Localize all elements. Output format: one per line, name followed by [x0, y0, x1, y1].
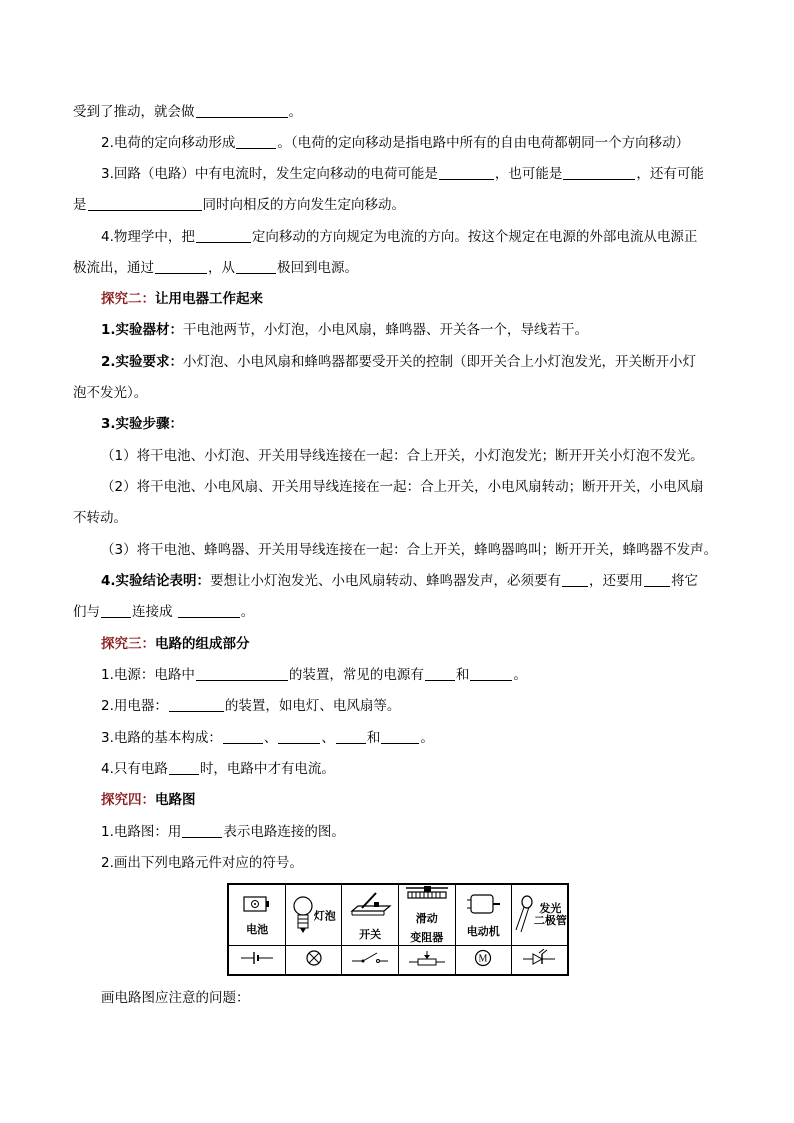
battery-symbol-icon [237, 949, 277, 967]
line-conclusion-cont: 们与 连接成 。 [73, 604, 255, 620]
line-materials: 1.实验器材：干电池两节，小灯泡，小电风扇，蜂鸣器、开关各一个，导线若干。 [101, 322, 589, 338]
blank-part-2[interactable] [278, 729, 320, 744]
symbol-bulb [286, 946, 342, 976]
cell-bulb: 灯泡 [286, 884, 342, 946]
switch-symbol-icon [350, 949, 390, 967]
blank-current[interactable] [236, 134, 276, 149]
blank-source-2[interactable] [425, 666, 455, 681]
line-requirements-cont: 泡不发光）。 [73, 385, 148, 401]
knife-switch-icon [348, 889, 392, 919]
cell-switch: 开关 [342, 884, 399, 946]
blank-closed[interactable] [169, 760, 199, 775]
cell-rheostat: 滑动 变阻器 [398, 884, 455, 946]
blank-charge-1[interactable] [439, 165, 494, 180]
motor-icon [463, 892, 503, 916]
rheostat-icon [404, 885, 450, 903]
blank-conclusion-1[interactable] [562, 572, 588, 587]
blank-conclusion-3[interactable] [101, 603, 131, 618]
blank-part-4[interactable] [381, 729, 419, 744]
line-closed-circuit: 4.只有电路 时，电路中才有电流。 [101, 761, 335, 777]
blank-part-1[interactable] [223, 729, 263, 744]
lamp-symbol-icon [294, 949, 334, 967]
line-current-formation: 2.电荷的定向移动形成 。（电荷的定向移动是指电路中所有的自由电荷都朝同一个方向移动） [101, 135, 690, 151]
battery-icon [232, 894, 282, 914]
blank-appliance[interactable] [169, 697, 224, 712]
bulb-icon [292, 894, 314, 936]
line-steps-heading: 3.实验步骤： [101, 416, 184, 432]
line-step-2: （2）将干电池、小电风扇、开关用导线连接在一起：合上开关，小电风扇转动；断开开关，小电风扇 [101, 479, 704, 495]
line-current-path: 极流出，通过 ，从 极回到电源。 [73, 260, 358, 276]
line-requirements: 2.实验要求：小灯泡、小电风扇和蜂鸣器都要受开关的控制（即开关合上小灯泡发光，开关断开小灯 [101, 354, 697, 370]
cell-battery: 电池 [228, 884, 286, 946]
motor-symbol-icon [463, 949, 503, 967]
diode-symbol-icon [519, 949, 559, 967]
blank-source-1[interactable] [196, 666, 288, 681]
symbol-rheostat [398, 946, 455, 976]
line-diagram-notes: 画电路图应注意的问题： [101, 990, 250, 1006]
line-conclusion: 4.实验结论表明：要想让小灯泡发光、小电风扇转动、蜂鸣器发声，必须要有 ，还要用 将它 [101, 573, 699, 589]
led-icon [512, 894, 534, 936]
line-step-2-cont: 不转动。 [73, 510, 127, 526]
blank-conclusion-4[interactable] [178, 603, 240, 618]
blank-conclusion-2[interactable] [644, 572, 670, 587]
line-step-1: （1）将干电池、小灯泡、开关用导线连接在一起：合上开关，小灯泡发光；断开开关小灯泡不发光。 [101, 448, 704, 464]
line-motion: 受到了推动，就会做 。 [73, 104, 302, 120]
rheostat-symbol-icon [407, 949, 447, 967]
symbol-battery [228, 946, 286, 976]
cell-motor: 电动机 [455, 884, 511, 946]
line-charge-type-cont: 是 同时向相反的方向发生定向移动。 [73, 197, 405, 213]
svg-text:M: M [478, 953, 488, 965]
blank-motion[interactable] [196, 103, 288, 118]
line-appliance: 2.用电器： 的装置，如电灯、电风扇等。 [101, 698, 401, 714]
section-4-heading: 探究四：电路图 [101, 792, 196, 808]
cell-led [511, 884, 568, 946]
blank-diagram[interactable] [182, 823, 222, 838]
blank-charge-3[interactable] [88, 196, 202, 211]
component-symbol-table [227, 883, 569, 976]
blank-charge-2[interactable] [563, 165, 635, 180]
line-current-direction: 4.物理学中，把 定向移动的方向规定为电流的方向。按这个规定在电源的外部电流从电源正 [101, 229, 698, 245]
line-draw-symbols: 2.画出下列电路元件对应的符号。 [101, 855, 303, 871]
line-charge-type: 3.回路（电路）中有电流时，发生定向移动的电荷可能是 ，也可能是 ，还有可能 [101, 166, 704, 182]
blank-path[interactable] [155, 259, 207, 274]
symbol-led [511, 946, 568, 976]
symbol-switch [342, 946, 399, 976]
line-circuit-composition: 3.电路的基本构成： 、 、 和 。 [101, 730, 434, 746]
section-3-heading: 探究三：电路的组成部分 [101, 636, 250, 652]
blank-pole[interactable] [236, 259, 276, 274]
section-2-heading: 探究二：让用电器工作起来 [101, 291, 263, 307]
blank-part-3[interactable] [336, 729, 366, 744]
line-circuit-diagram: 1.电路图：用 表示电路连接的图。 [101, 824, 345, 840]
line-power-source: 1.电源：电路中 的装置，常见的电源有 和 。 [101, 667, 527, 683]
blank-direction[interactable] [196, 228, 251, 243]
led-caption: 发光 二极管 [533, 902, 567, 927]
blank-source-3[interactable] [470, 666, 512, 681]
symbol-motor [455, 946, 511, 976]
line-step-3: （3）将干电池、蜂鸣器、开关用导线连接在一起：合上开关，蜂鸣器鸣叫；断开开关，蜂鸣器不发声。 [101, 542, 718, 558]
